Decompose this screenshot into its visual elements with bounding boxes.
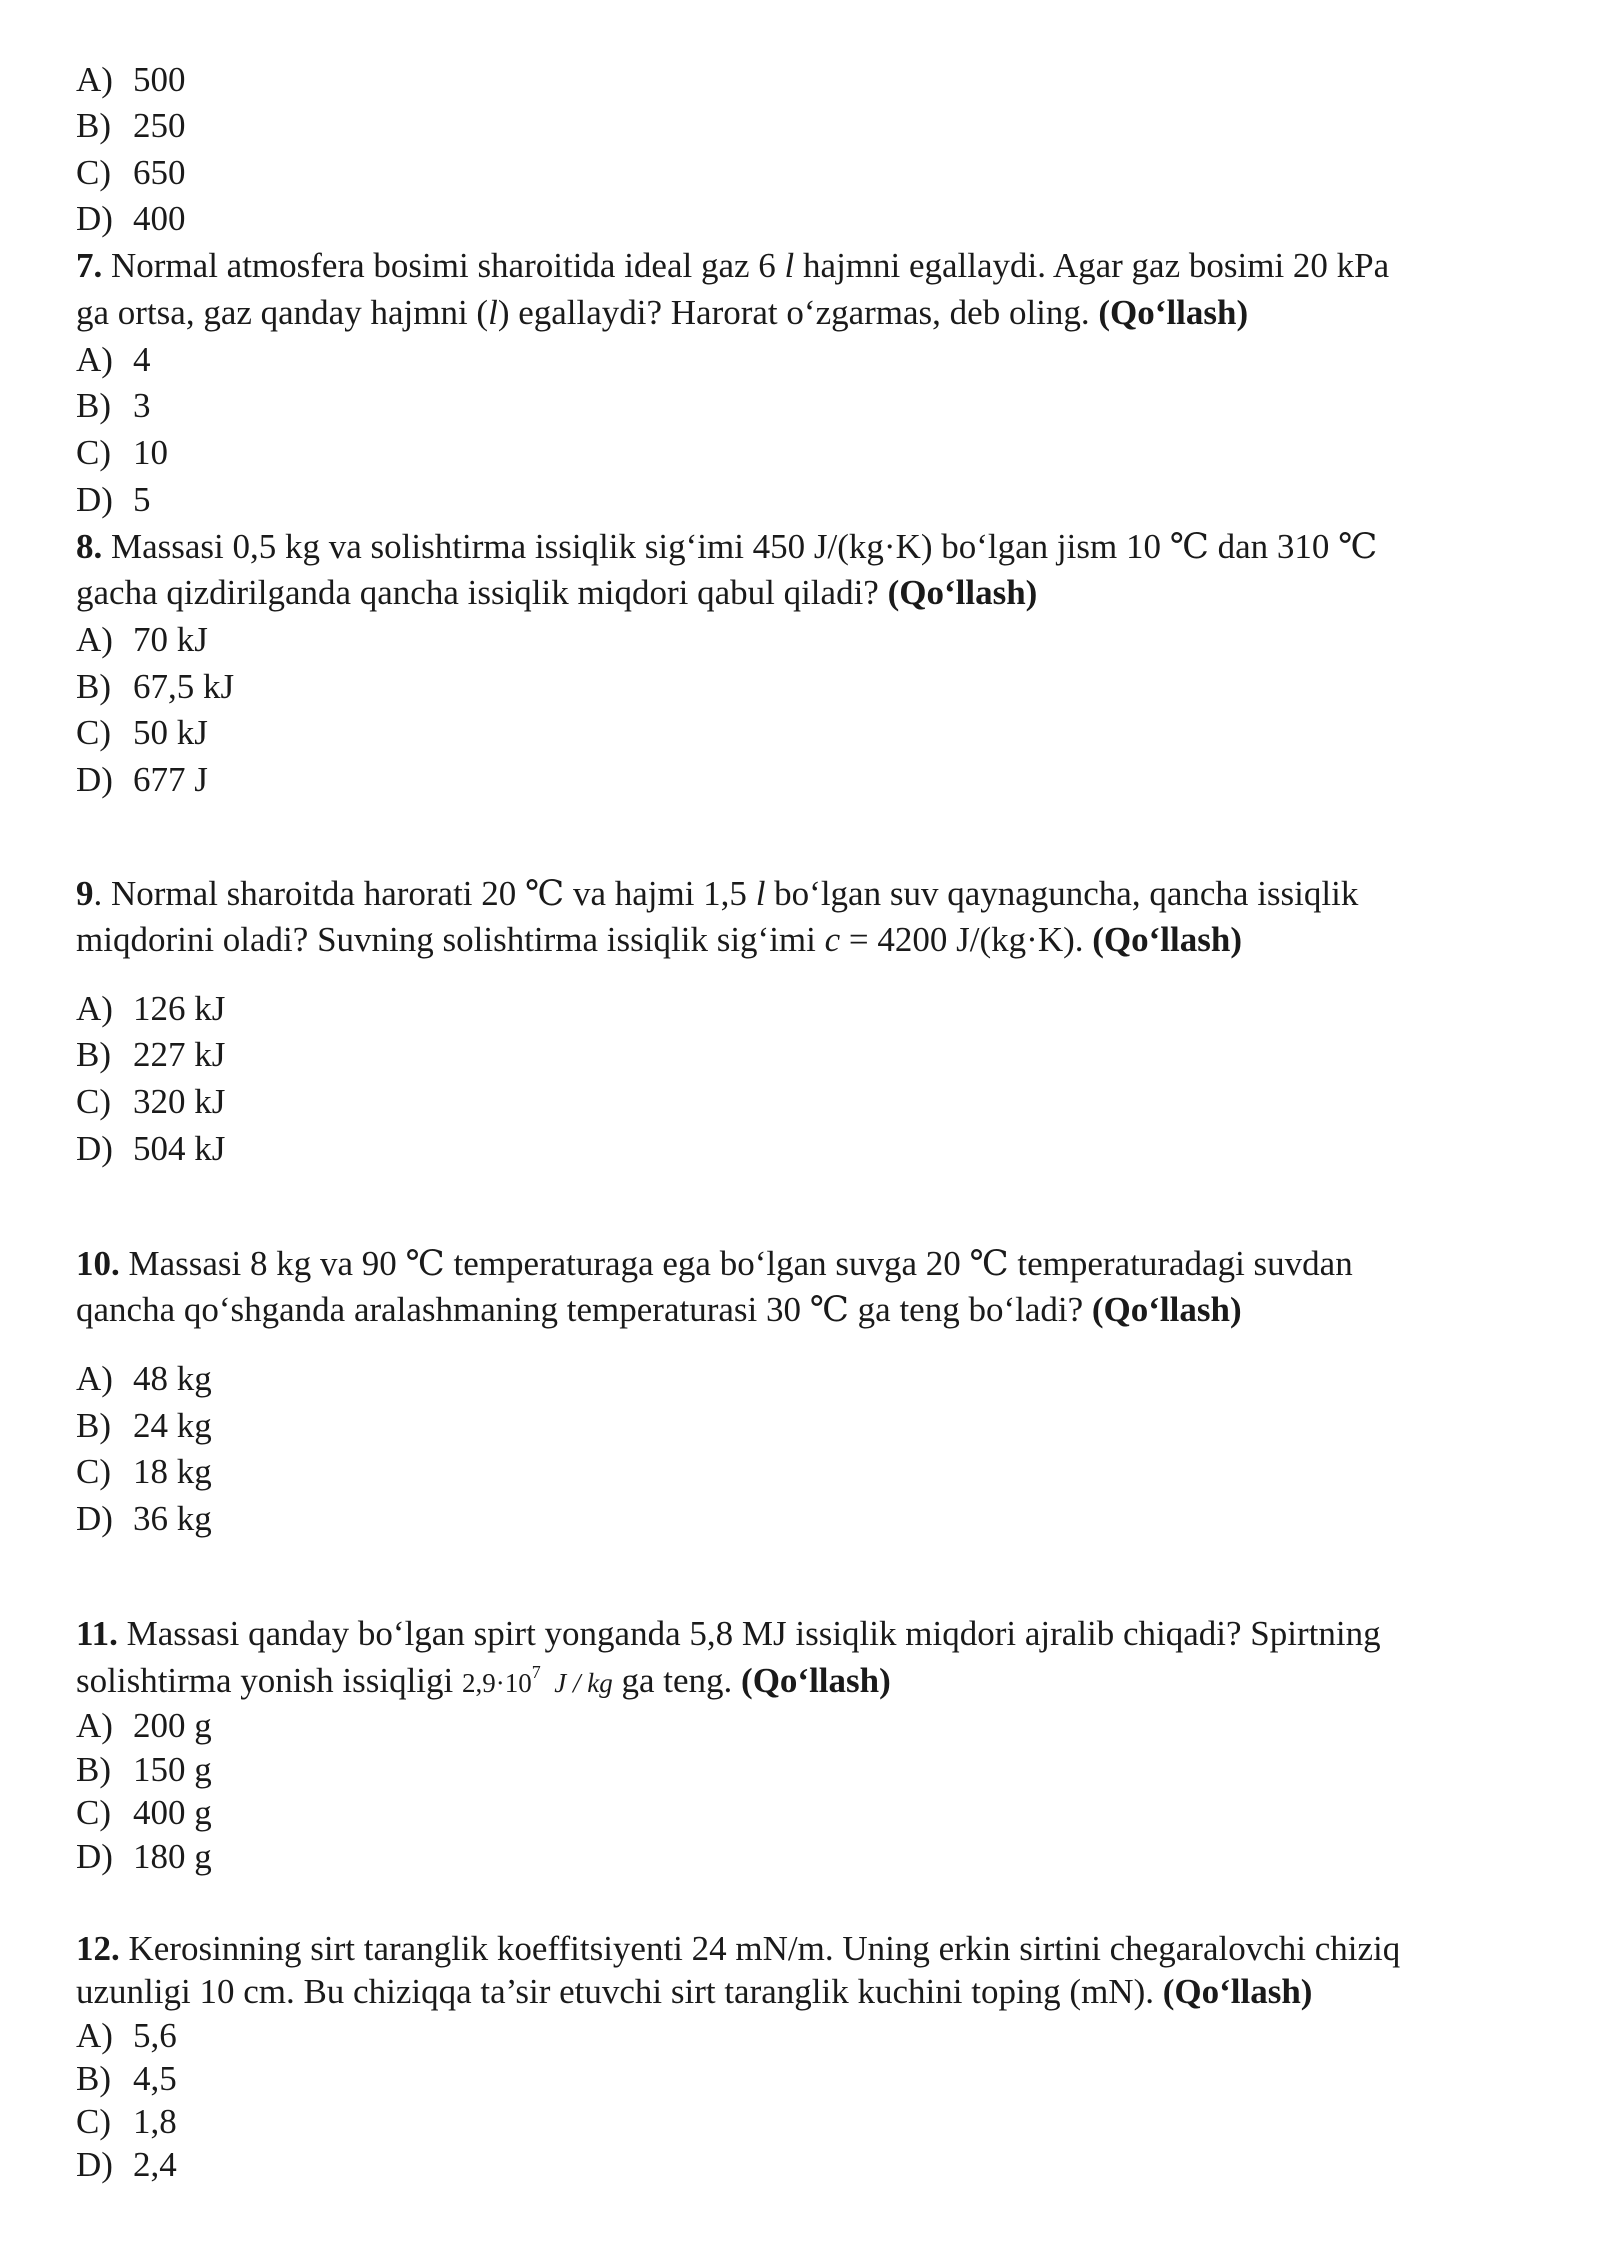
question-8-text-cont: gacha qizdirilganda qancha issiqlik miqdori qabul qiladi? (Qo‘llash) (76, 573, 1038, 612)
question-tag: (Qo‘llash) (887, 573, 1038, 612)
question-10-text-cont: qancha qo‘shganda aralashmaning temperaturasi 30 ℃ ga teng bo‘ladi? (Qo‘llash) (76, 1290, 1242, 1329)
answer-option: D) 504 kJ (76, 1129, 226, 1168)
question-7-text-cont: ga ortsa, gaz qanday hajmni (l) egallaydi? Harorat o‘zgarmas, deb oling. (Qo‘llash) (76, 293, 1249, 332)
question-tag: (Qo‘llash) (1091, 1290, 1242, 1329)
formula: $2,9\cdot 10^7$ J / kg (462, 1662, 613, 1698)
answer-option: D) 2,4 (76, 2145, 177, 2184)
answer-option: D) 180 g (76, 1837, 212, 1876)
answer-option: A) 70 kJ (76, 620, 208, 659)
answer-option: D) 5 (76, 480, 151, 519)
answer-option: B) 24 kg (76, 1406, 212, 1445)
answer-option: A) 200 g (76, 1706, 212, 1745)
question-number: 11. (76, 1614, 118, 1653)
answer-option: A) 500 (76, 60, 186, 99)
question-7-text: 7. Normal atmosfera bosimi sharoitida ideal gaz 6 l hajmni egallaydi. Agar gaz bosimi 20 kPa (76, 246, 1390, 285)
question-number: 10. (76, 1244, 120, 1283)
answer-option: A) 4 (76, 340, 151, 379)
question-number: 12. (76, 1929, 120, 1968)
answer-option: C) 18 kg (76, 1452, 212, 1491)
question-tag: (Qo‘llash) (741, 1661, 891, 1700)
answer-option: B) 67,5 kJ (76, 667, 235, 706)
answer-option: B) 227 kJ (76, 1035, 226, 1074)
answer-option: D) 677 J (76, 760, 208, 799)
answer-option: C) 320 kJ (76, 1082, 226, 1121)
question-12-text-cont: uzunligi 10 cm. Bu chiziqqa ta’sir etuvchi sirt taranglik kuchini toping (mN). (Qo‘llash) (76, 1972, 1313, 2011)
question-9-text-cont: miqdorini oladi? Suvning solishtirma issiqlik sig‘imi c = 4200 J/(kg·K). (Qo‘llash) (76, 920, 1242, 959)
answer-option: C) 10 (76, 433, 168, 472)
question-11-text: 11. Massasi qanday bo‘lgan spirt yonganda 5,8 MJ issiqlik miqdori ajralib chiqadi? Spirtning (76, 1614, 1381, 1653)
answer-option: D) 36 kg (76, 1499, 212, 1538)
answer-option: B) 3 (76, 386, 151, 425)
question-tag: (Qo‘llash) (1092, 920, 1242, 959)
question-11-text-cont: solishtirma yonish issiqligi $2,9\cdot 10^7$ J / kg ga teng. (Qo‘llash) (76, 1661, 891, 1700)
answer-option: D) 400 (76, 199, 186, 238)
answer-option: C) 50 kJ (76, 713, 208, 752)
answer-option: A) 126 kJ (76, 989, 226, 1028)
answer-option: A) 5,6 (76, 2016, 177, 2055)
answer-option: C) 650 (76, 153, 186, 192)
question-tag: (Qo‘llash) (1162, 1972, 1313, 2011)
question-12-text: 12. Kerosinning sirt taranglik koeffitsiyenti 24 mN/m. Uning erkin sirtini chegaralovchi chiziq (76, 1929, 1401, 1968)
answer-option: B) 150 g (76, 1750, 212, 1789)
question-9-text: 9. Normal sharoitda harorati 20 ℃ va hajmi 1,5 l bo‘lgan suv qaynaguncha, qancha issiqlik (76, 874, 1359, 913)
question-number: 8. (76, 527, 103, 566)
question-tag: (Qo‘llash) (1098, 293, 1249, 332)
question-8-text: 8. Massasi 0,5 kg va solishtirma issiqlik sig‘imi 450 J/(kg·K) bo‘lgan jism 10 ℃ dan 310 ℃ (76, 527, 1378, 566)
answer-option: C) 400 g (76, 1793, 212, 1832)
question-number: 9 (76, 874, 94, 913)
answer-option: B) 250 (76, 106, 186, 145)
question-number: 7. (76, 246, 103, 285)
answer-option: B) 4,5 (76, 2059, 177, 2098)
question-10-text: 10. Massasi 8 kg va 90 ℃ temperaturaga ega bo‘lgan suvga 20 ℃ temperaturadagi suvdan (76, 1244, 1353, 1283)
answer-option: C) 1,8 (76, 2102, 177, 2141)
answer-option: A) 48 kg (76, 1359, 212, 1398)
